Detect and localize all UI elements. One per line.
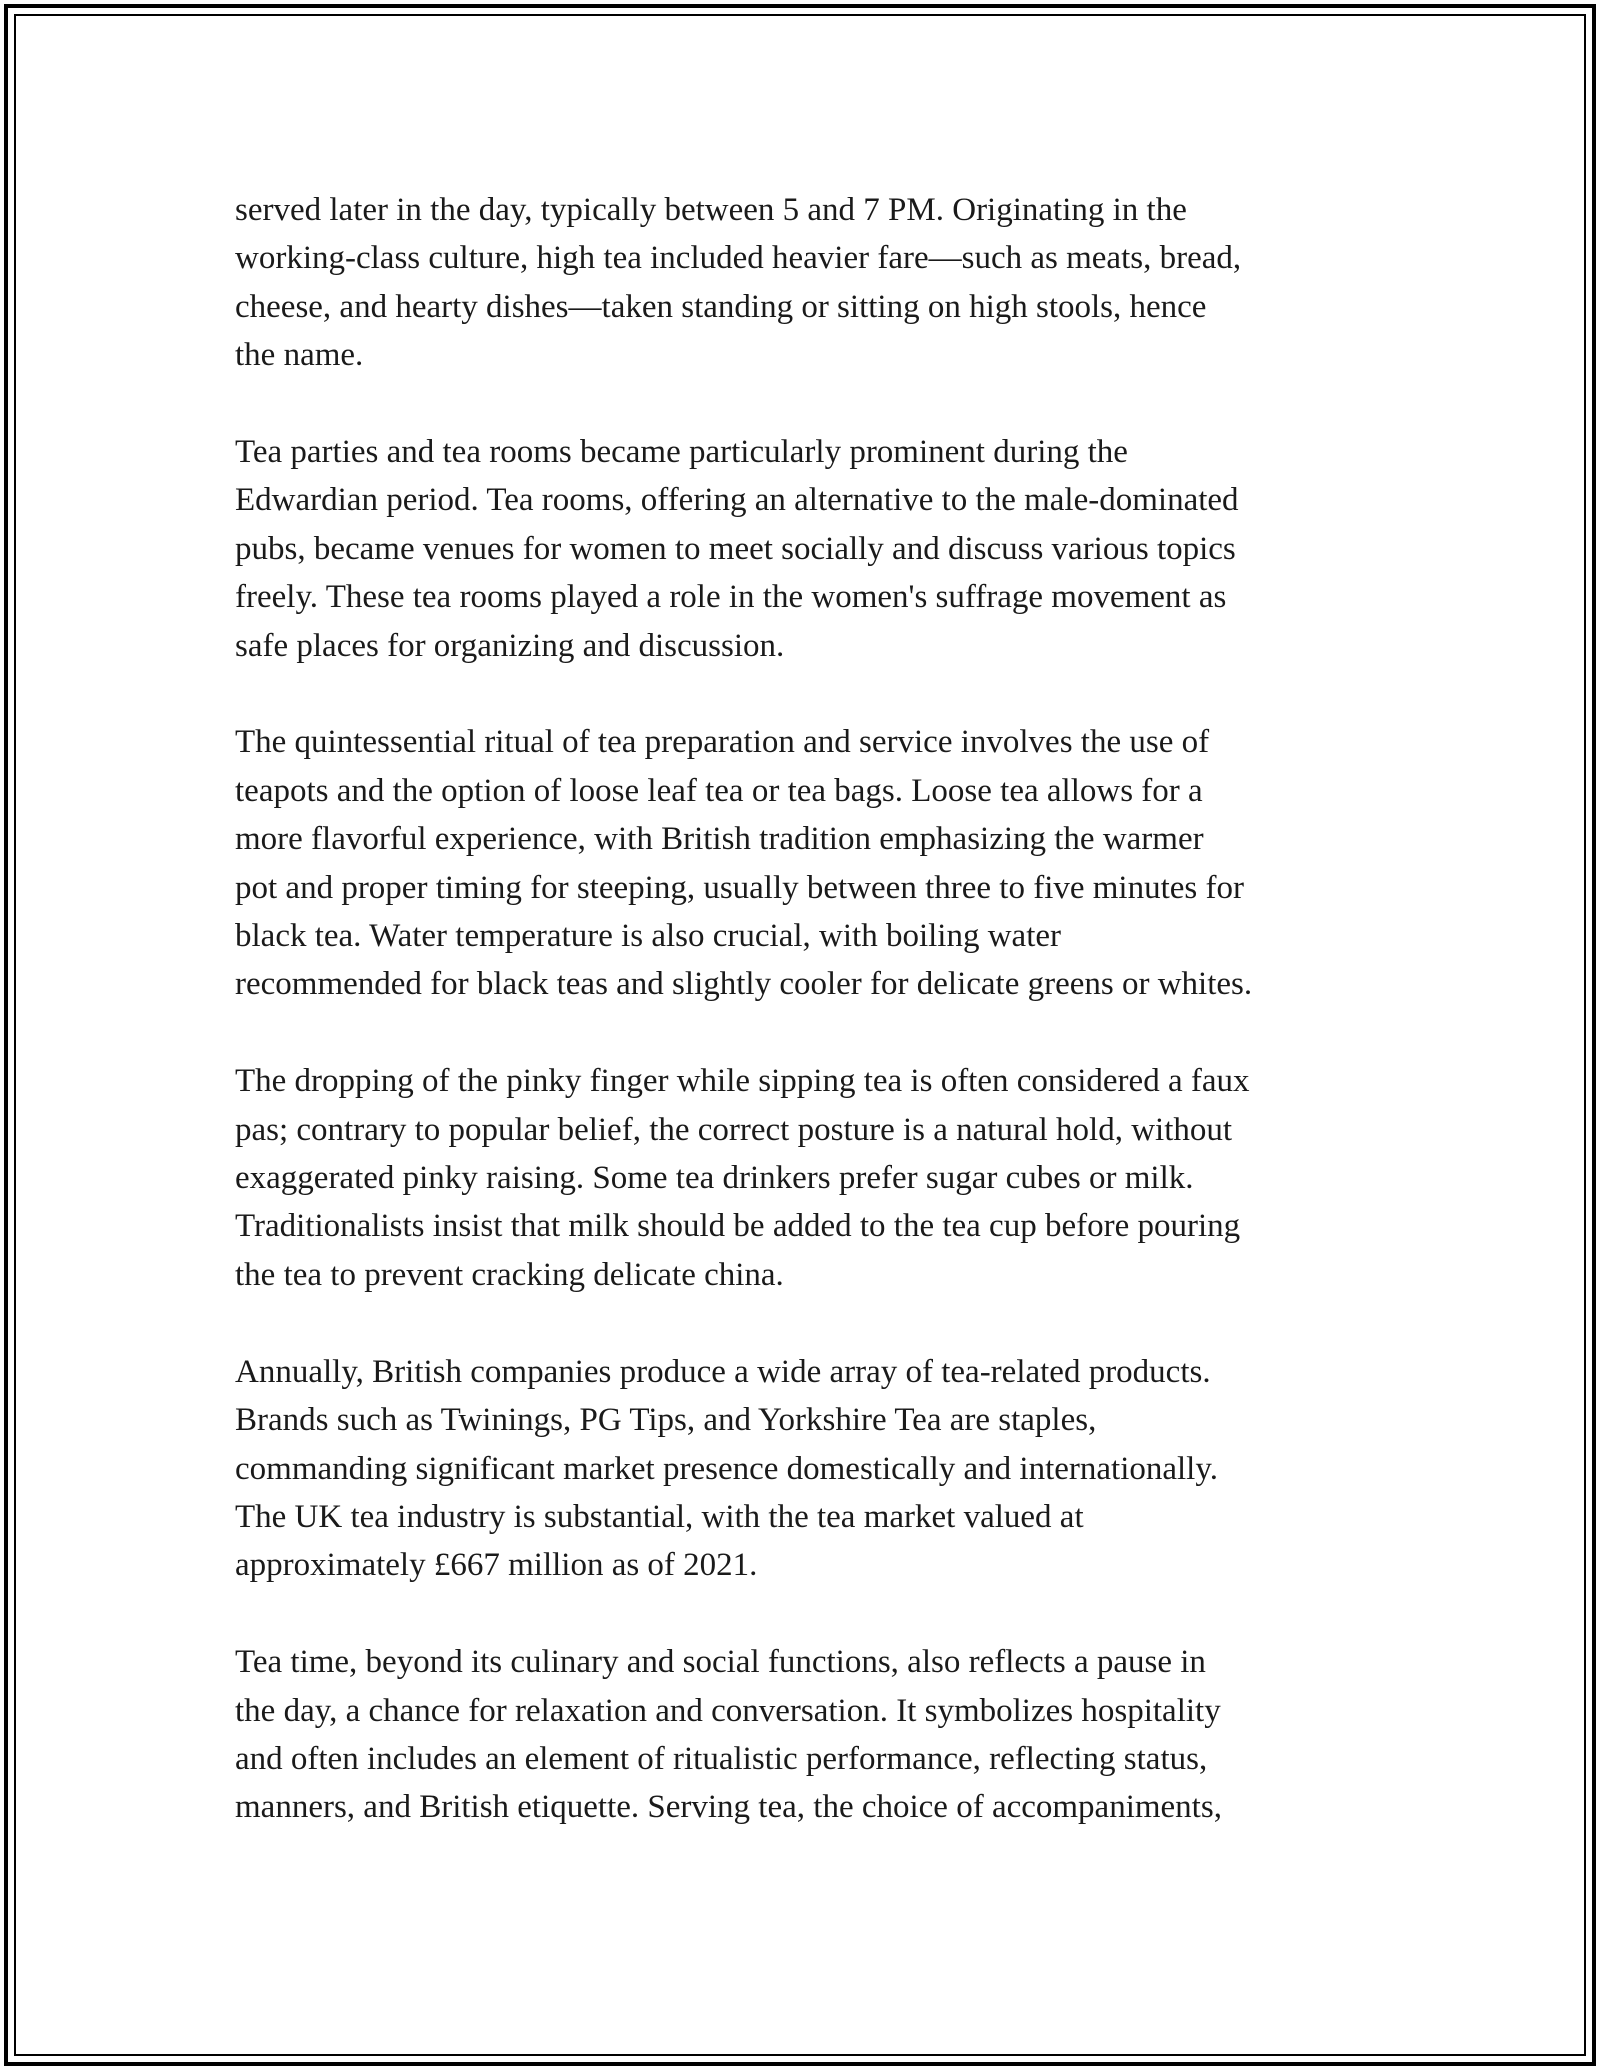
text-line: the day, a chance for relaxation and conversation. It symbolizes hospitality [235, 1692, 1221, 1729]
paragraph-1 [235, 186, 1375, 380]
text-line: the name. [235, 337, 364, 374]
paragraph-2 [235, 428, 1375, 670]
text-line: Brands such as Twinings, PG Tips, and Yorkshire Tea are staples, [235, 1402, 1097, 1439]
text-line: The dropping of the pinky finger while sipping tea is often considered a faux [235, 1063, 1250, 1100]
text-line: Edwardian period. Tea rooms, offering an alternative to the male-dominated [235, 482, 1239, 519]
text-line: Traditionalists insist that milk should be added to the tea cup before pouring [235, 1208, 1241, 1245]
text-line: teapots and the option of loose leaf tea or tea bags. Loose tea allows for a [235, 772, 1203, 809]
text-line: served later in the day, typically between 5 and 7 PM. Originating in the [235, 192, 1187, 228]
text-line: recommended for black teas and slightly cooler for delicate greens or whites. [235, 966, 1253, 1003]
text-line: black tea. Water temperature is also crucial, with boiling water [235, 918, 1061, 955]
text-line: pot and proper timing for steeping, usually between three to five minutes for [235, 869, 1244, 906]
text-line: Tea time, beyond its culinary and social functions, also reflects a pause in [235, 1644, 1206, 1681]
text-line: Tea parties and tea rooms became particularly prominent during the [235, 434, 1128, 471]
paragraph-6 [235, 1638, 1375, 1832]
paragraph-3 [235, 718, 1375, 1008]
text-line: cheese, and hearty dishes—taken standing or sitting on high stools, hence [235, 288, 1207, 325]
text-line: The quintessential ritual of tea preparation and service involves the use of [235, 724, 1210, 761]
text-line: safe places for organizing and discussion. [235, 627, 785, 664]
text-line: freely. These tea rooms played a role in the women's suffrage movement as [235, 579, 1227, 616]
text-line: pas; contrary to popular belief, the correct posture is a natural hold, without [235, 1111, 1233, 1148]
text-line: pubs, became venues for women to meet socially and discuss various topics [235, 530, 1236, 567]
text-line: The UK tea industry is substantial, with the tea market valued at [235, 1498, 1084, 1535]
paragraph-5 [235, 1348, 1375, 1590]
text-line: manners, and British etiquette. Serving tea, the choice of accompaniments, [235, 1789, 1222, 1826]
text-line: working-class culture, high tea included heavier fare—such as meats, bread, [235, 240, 1242, 277]
text-line: and often includes an element of ritualistic performance, reflecting status, [235, 1740, 1208, 1777]
paragraph-4 [235, 1057, 1375, 1299]
text-line: commanding significant market presence domestically and internationally. [235, 1450, 1218, 1487]
text-line: approximately £667 million as of 2021. [235, 1547, 758, 1584]
text-line: exaggerated pinky raising. Some tea drinkers prefer sugar cubes or milk. [235, 1160, 1194, 1197]
document-body [235, 186, 1375, 1880]
text-line: more flavorful experience, with British tradition emphasizing the warmer [235, 821, 1204, 858]
text-line: the tea to prevent cracking delicate china. [235, 1256, 784, 1293]
text-line: Annually, British companies produce a wide array of tea-related products. [235, 1353, 1211, 1390]
